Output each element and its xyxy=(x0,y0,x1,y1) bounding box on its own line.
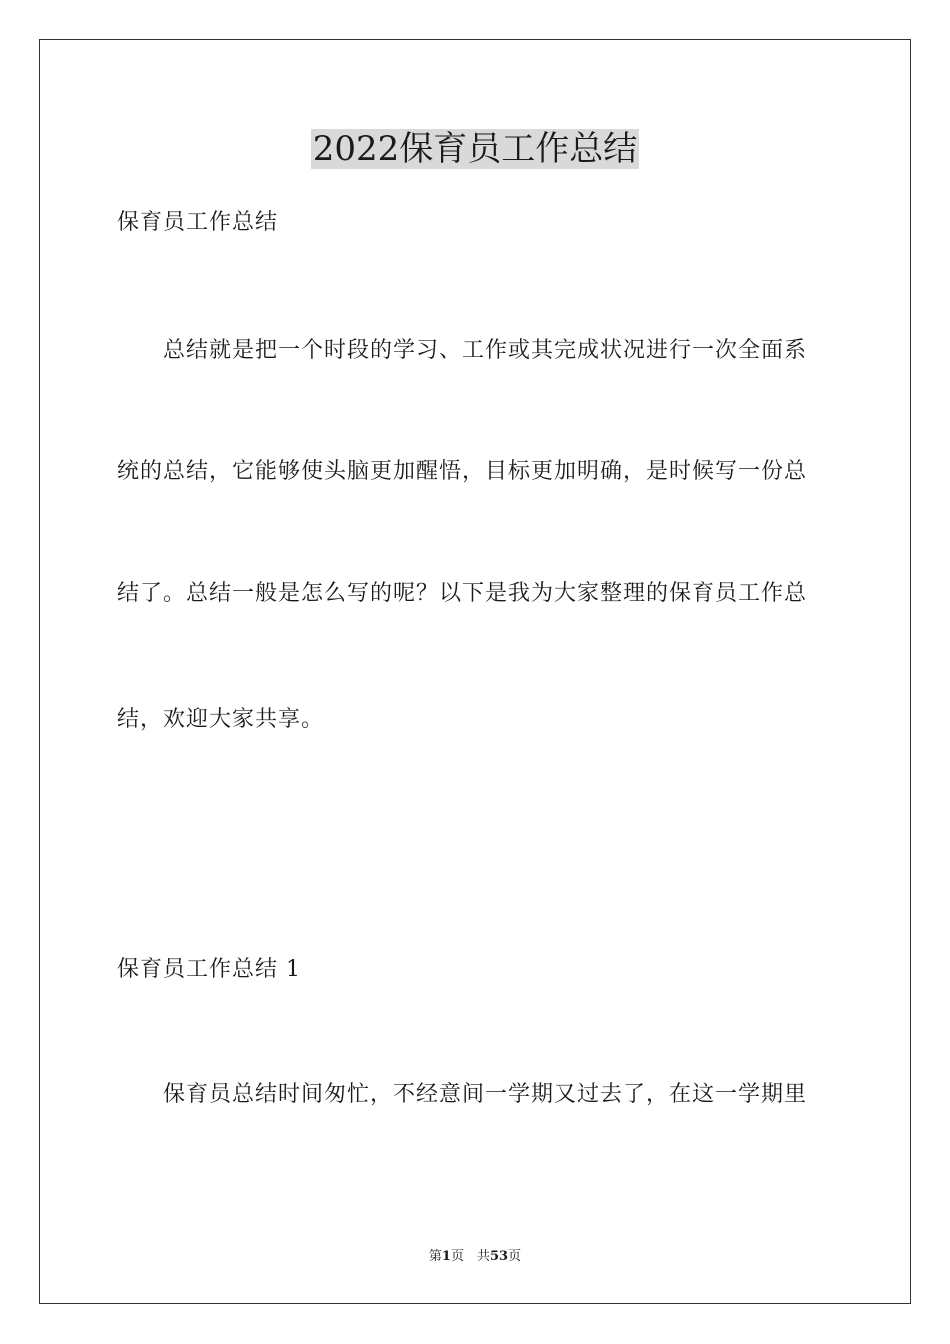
page-footer xyxy=(0,1249,950,1265)
intro-paragraph-line: 统的总结，它能够使头脑更加醒悟，目标更加明确，是时候写一份总 xyxy=(117,459,808,484)
intro-paragraph-line: 总结就是把一个时段的学习、工作或其完成状况进行一次全面系 xyxy=(163,338,808,363)
footer-total-pages: 53 xyxy=(489,1249,509,1264)
intro-paragraph-line: 结，欢迎大家共享。 xyxy=(117,707,325,732)
footer-page-number: 1 xyxy=(441,1249,451,1264)
intro-paragraph-line: 结了。总结一般是怎么写的呢？以下是我为大家整理的保育员工作总 xyxy=(117,581,808,606)
document-title-text: 2022保育员工作总结 xyxy=(312,129,638,169)
document-title xyxy=(0,127,950,171)
footer-page-prefix: 第 xyxy=(428,1249,442,1264)
intro-heading: 保育员工作总结 xyxy=(117,210,279,235)
footer-page-suffix: 页 xyxy=(508,1249,522,1264)
footer-page-mid: 页 共 xyxy=(450,1249,490,1264)
section-paragraph-line: 保育员总结时间匆忙，不经意间一学期又过去了，在这一学期里 xyxy=(163,1082,808,1107)
section-heading: 保育员工作总结 1 xyxy=(117,957,301,982)
